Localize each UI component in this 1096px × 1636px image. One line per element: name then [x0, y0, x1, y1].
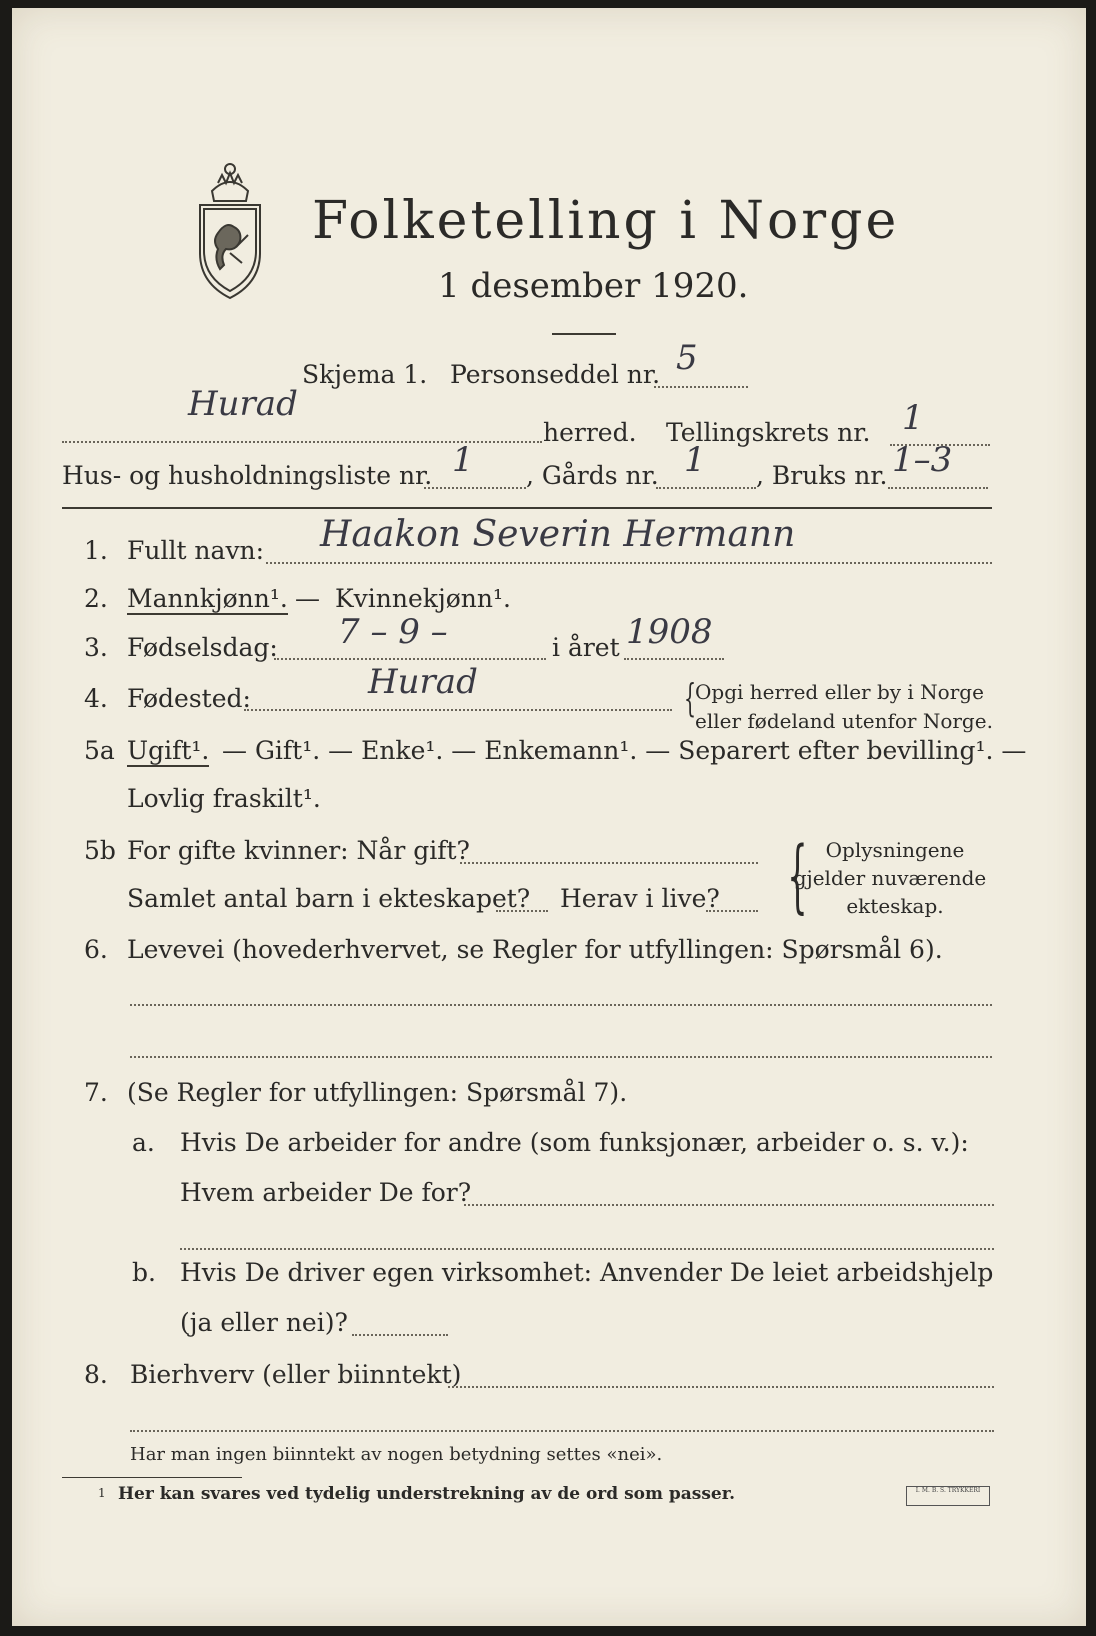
- q7a-line2: Hvem arbeider De for?: [180, 1178, 472, 1207]
- q4-note-line1: Opgi herred eller by i Norge: [695, 680, 984, 704]
- q3-label: Fødselsdag:: [127, 633, 278, 662]
- q5a-fraskilt-option: Lovlig fraskilt¹.: [127, 784, 321, 813]
- bruks-value: 1–3: [892, 440, 953, 480]
- q6-answer-line2: [130, 1056, 992, 1058]
- q8-number: 8.: [84, 1360, 108, 1389]
- bruks-label: , Bruks nr.: [756, 461, 888, 490]
- q7-number: 7.: [84, 1078, 108, 1107]
- q7b-line2: (ja eller nei)?: [180, 1308, 348, 1337]
- census-form-page: [12, 8, 1086, 1626]
- q3-number: 3.: [84, 633, 108, 662]
- q8-label: Bierhverv (eller biinntekt): [130, 1360, 462, 1389]
- header-divider: [62, 507, 992, 509]
- q5b-note-line3: ekteskap.: [846, 894, 944, 918]
- q2-number: 2.: [84, 584, 108, 613]
- q3-birth-year: 1908: [626, 612, 713, 652]
- husliste-label: Hus- og husholdningsliste nr.: [62, 461, 433, 490]
- q7-label: (Se Regler for utfyllingen: Spørsmål 7).: [127, 1078, 628, 1107]
- title-divider: [552, 333, 616, 335]
- q7a-letter: a.: [132, 1128, 155, 1157]
- q2-female-option: Kvinnekjønn¹.: [335, 584, 511, 613]
- q1-full-name: Haakon Severin Hermann: [320, 514, 796, 555]
- footnote-divider: [62, 1477, 242, 1478]
- page-title: Folketelling i Norge: [312, 191, 900, 251]
- q3-year-label: i året: [552, 633, 620, 662]
- q4-brace: {: [684, 676, 697, 720]
- herred-value: Hurad: [188, 384, 298, 424]
- q1-label: Fullt navn:: [127, 536, 265, 565]
- q4-label: Fødested:: [127, 684, 251, 713]
- footnote-text: Her kan svares ved tydelig understrekning av de ord som passer.: [118, 1484, 736, 1504]
- q8-note: Har man ingen biinntekt av nogen betydning settes «nei».: [130, 1444, 663, 1465]
- q7a-line1: Hvis De arbeider for andre (som funksjonær, arbeider o. s. v.):: [180, 1128, 969, 1157]
- q5b-note-line2: gjelder nuværende: [793, 866, 987, 890]
- q5a-ugift-option: Ugift¹.: [127, 736, 210, 765]
- printer-stamp-text: I. M. B. S. TRYKKERI: [915, 1487, 981, 1494]
- q5b-number: 5b: [84, 836, 116, 865]
- coat-of-arms-icon: [190, 143, 270, 303]
- tellingskrets-value: 1: [902, 398, 924, 438]
- q5b-brace: {: [787, 829, 808, 922]
- husliste-value: 1: [452, 440, 474, 480]
- q4-number: 4.: [84, 684, 108, 713]
- personseddel-label: Personseddel nr.: [450, 360, 661, 389]
- q5b-note-line1: Oplysningene: [825, 838, 965, 862]
- footnote-mark: 1: [98, 1486, 106, 1500]
- q7b-letter: b.: [132, 1258, 156, 1287]
- q6-answer-line1: [130, 1004, 992, 1006]
- census-date: 1 desember 1920.: [438, 266, 749, 306]
- gards-label: , Gårds nr.: [526, 461, 659, 490]
- skjema-label: Skjema 1.: [302, 360, 428, 389]
- printer-stamp: [906, 1486, 990, 1506]
- q7b-line1: Hvis De driver egen virksomhet: Anvender De leiet arbeidshjelp: [180, 1258, 994, 1287]
- tellingskrets-label: Tellingskrets nr.: [666, 418, 871, 447]
- q5b-married-label: For gifte kvinner: Når gift?: [127, 836, 470, 865]
- q3-birth-date: 7 – 9 –: [338, 612, 448, 652]
- q2-separator: —: [295, 584, 320, 613]
- herred-label: herred.: [543, 418, 637, 447]
- personseddel-value: 5: [676, 338, 698, 378]
- q5a-options: — Gift¹. — Enke¹. — Enkemann¹. — Separert efter bevilling¹. —: [222, 736, 1027, 765]
- q4-birthplace: Hurad: [368, 662, 478, 702]
- q5b-alive-label: Herav i live?: [560, 884, 720, 913]
- q6-number: 6.: [84, 935, 108, 964]
- q6-label: Levevei (hovederhvervet, se Regler for utfyllingen: Spørsmål 6).: [127, 935, 943, 964]
- gards-value: 1: [684, 440, 706, 480]
- q1-number: 1.: [84, 536, 108, 565]
- q5a-number: 5a: [84, 736, 115, 765]
- q4-note-line2: eller fødeland utenfor Norge.: [695, 709, 993, 733]
- q5b-children-label: Samlet antal barn i ekteskapet?: [127, 884, 531, 913]
- q2-male-option: Mannkjønn¹.: [127, 584, 288, 613]
